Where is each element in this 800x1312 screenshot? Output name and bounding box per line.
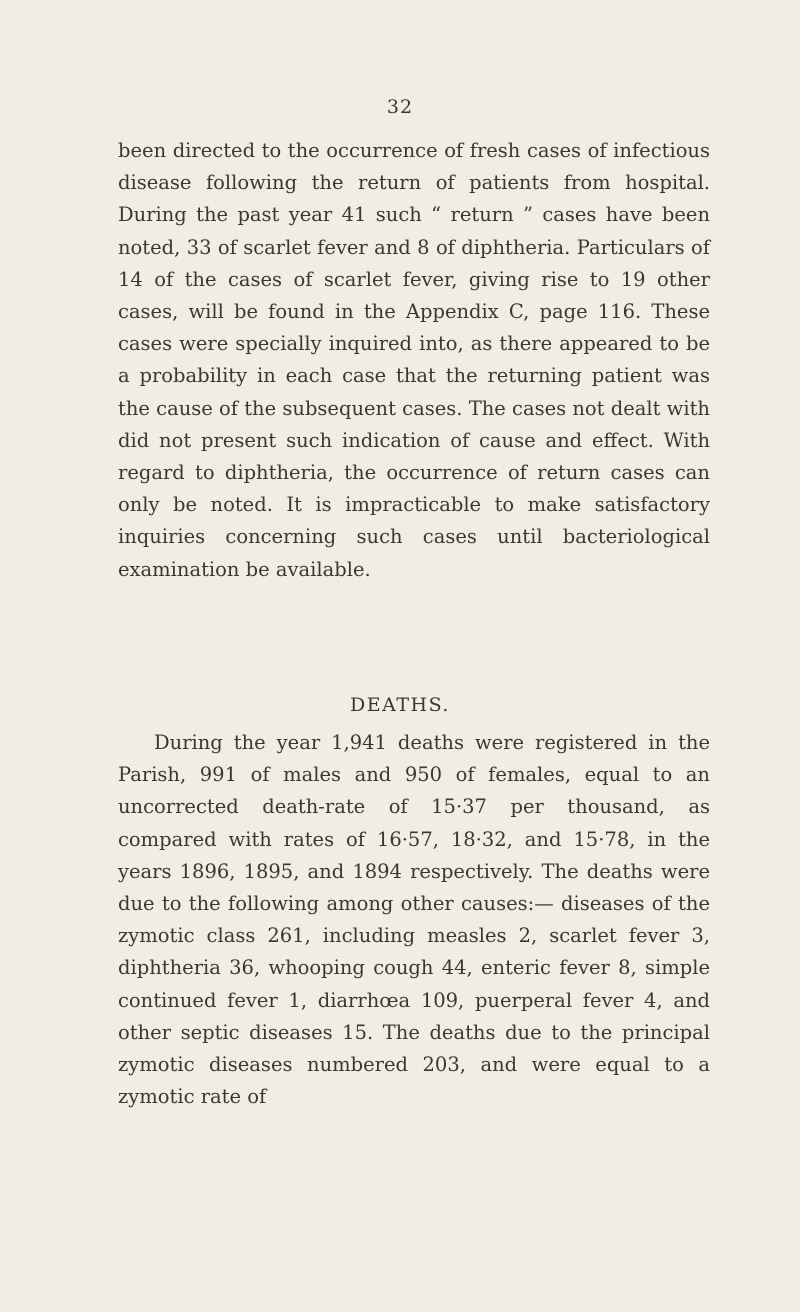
paragraph-infectious-returns: been directed to the occurrence of fresh cases of infectious disease following the return of patients from hospital. During the past year 41 such “ return ” cases have been noted, 33 of scarlet fever and 8 of diphtheria. Particulars of 14 of the cases of scarlet fever, giving rise to 19 other cases, will be found in the Appendix C, page 116. These cases were specially inquired into, as there appeared to be a probability in each case that the returning patient was the cause of the subsequent cases. The cases not dealt with did not present such indication of cause and effect. With regard to diphtheria, the occurrence of return cases can only be noted. It is impracticable to make satisfactory inquiries concerning such cases until bacteriological examination be available. (118, 139, 710, 581)
paragraph-deaths: During the year 1,941 deaths were registered in the Parish, 991 of males and 950 of females, equal to an uncorrected death-rate of 15·37 per thousand, as compared with rates of 16·57, 18·32, and 15·78, in the years 1896, 1895, and 1894 respectively. The deaths were due to the following among other causes:— diseases of the zymotic class 261, including measles 2, scarlet fever 3, diphtheria 36, whooping cough 44, enteric fever 8, simple continued fever 1, diarrhœa 109, puerperal fever 4, and other septic diseases 15. The deaths due to the principal zymotic diseases numbered 203, and were equal to a zymotic rate of (118, 731, 710, 1109)
section-heading-deaths: DEATHS. (350, 694, 450, 716)
page-number: 32 (386, 96, 414, 118)
